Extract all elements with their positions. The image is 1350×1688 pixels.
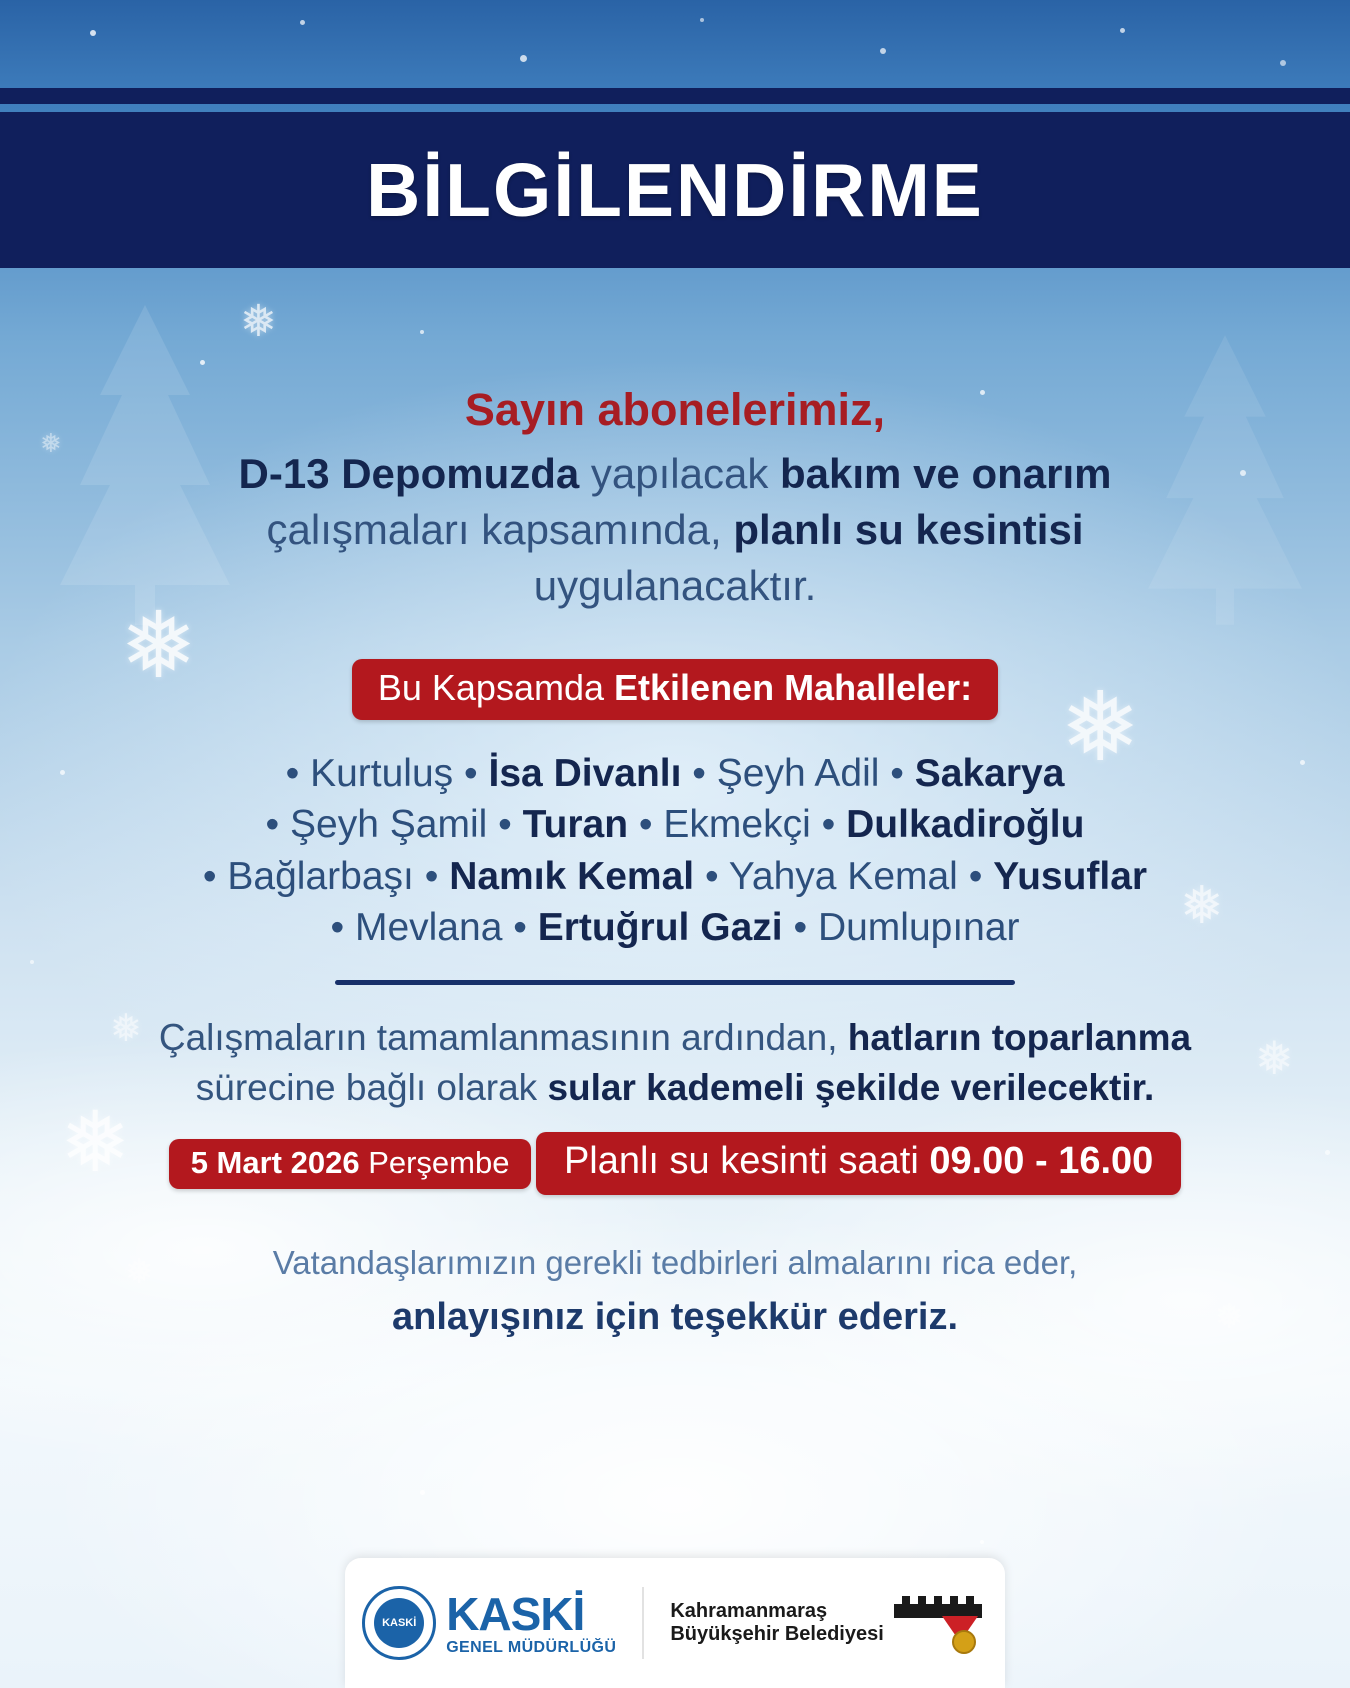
snow-speck [700,18,704,22]
after-note-line-1 [0,1013,1350,1063]
list-item: Dulkadiroğlu [846,803,1085,847]
intro-line1-emph: bakım ve onarım [780,449,1112,497]
kaski-wordmark [446,1587,617,1656]
outage-weekday: Perşembe [359,1144,510,1180]
snowflake-icon: ❅ [60,1095,131,1189]
outage-date: 5 Mart 2026 [190,1144,360,1180]
list-item: Turan [522,803,629,847]
after-note-line-2 [0,1063,1350,1113]
after-note-emph: sular kademeli şekilde verilecektir. [547,1066,1155,1108]
snowflake-icon: ❅ [240,297,277,346]
list-item: Yahya Kemal [728,854,958,898]
municipality-line-1: Kahramanmaraş [670,1600,828,1622]
poster-content [0,268,1350,1346]
intro-line-1 [0,446,1350,502]
list-item: İsa Divanlı [488,752,682,796]
kaski-seal-text: KASKİ [374,1598,424,1648]
outage-time-label: Planlı su kesinti saati [563,1139,930,1182]
list-item: Şeyh Adil [716,752,880,796]
municipality-logo [670,1592,987,1654]
intro-line2-mid: çalışmaları kapsamında, [266,505,734,553]
list-row: • Kurtuluş • İsa Divanlı • Şeyh Adil • Sakarya [285,752,1065,796]
snowflake-icon: ❅ [40,428,62,458]
snow-speck [1120,28,1125,33]
snowflake-icon: ❅ [125,1253,154,1291]
affected-badge-label: Etkilenen Mahalleler: [614,667,973,709]
after-note-text: sürecine bağlı olarak [195,1066,548,1108]
section-divider [335,980,1015,985]
snowflake-icon: ❅ [1255,1032,1294,1084]
kaski-subtitle: GENEL MÜDÜRLÜĞÜ [446,1638,617,1656]
page-title: BİLGİLENDİRME [366,148,984,232]
snow-speck [980,1540,984,1544]
list-item: Ekmekçi [663,803,811,847]
outage-date-badge [169,1139,532,1189]
spacer [0,613,1350,659]
snowflake-icon: ❅ [1180,877,1224,935]
snowflake-icon: ❅ [1060,674,1141,781]
list-item: Ertuğrul Gazi [537,906,783,950]
affected-badge-prefix: Bu Kapsamda [377,667,615,709]
closing-line-2: anlayışınız için teşekkür ederiz. [391,1296,959,1339]
list-item: Şeyh Şamil [290,803,488,847]
kaski-seal-icon [362,1586,436,1660]
intro-line1-mid: yapılacak [579,449,781,497]
outage-time-badge [536,1132,1181,1195]
snow-speck [420,1490,425,1495]
header-accent-bar [0,88,1350,104]
snowflake-icon: ❅ [1215,1298,1244,1336]
list-item: Kurtuluş [310,752,454,796]
footer-divider [642,1587,644,1659]
intro-salutation: Sayın abonelerimiz, [464,384,886,435]
list-row: • Bağlarbaşı • Namık Kemal • Yahya Kemal • Yusuflar [202,854,1148,898]
footer-logo-plate [345,1558,1005,1688]
snow-speck [520,55,527,62]
snow-speck [300,20,305,25]
list-item: Bağlarbaşı [227,854,414,898]
intro-line-3: uygulanacaktır. [533,561,817,609]
list-item: Mevlana [354,906,503,950]
closing-note [0,1239,1350,1346]
list-row: • Mevlana • Ertuğrul Gazi • Dumlupınar [330,906,1020,950]
list-item: Sakarya [914,752,1065,796]
intro-line-2 [0,502,1350,558]
list-item: Namık Kemal [449,854,695,898]
after-note-emph: hatların toparlanma [847,1016,1192,1058]
municipality-line-2: Büyükşehir Belediyesi [670,1623,884,1645]
municipality-crest-icon [892,1592,988,1654]
list-row: • Şeyh Şamil • Turan • Ekmekçi • Dulkadiroğlu [265,803,1085,847]
snow-speck [880,48,886,54]
snow-speck [90,30,96,36]
list-item: Yusuflar [993,854,1148,898]
after-work-note [0,1013,1350,1113]
intro-line2-emph: planlı su kesintisi [733,505,1084,553]
snowflake-icon: ❅ [120,595,198,697]
after-note-text: Çalışmaların tamamlanmasının ardından, [158,1016,848,1058]
snow-speck [1280,60,1286,66]
kaski-name: KASKİ [446,1587,585,1640]
outage-time-value: 09.00 - 16.00 [929,1139,1154,1182]
affected-neighbourhoods-badge [352,659,998,720]
intro-paragraph [0,380,1350,613]
depot-name: D-13 Depomuzda [238,449,580,497]
list-item: Dumlupınar [817,906,1020,950]
closing-line-1: Vatandaşlarımızın gerekli tedbirleri almalarını rica eder, [272,1243,1078,1281]
affected-neighbourhoods-list [0,748,1350,954]
snowflake-icon: ❅ [110,1008,142,1050]
kaski-logo [362,1586,616,1660]
municipality-wordmark [670,1600,883,1646]
